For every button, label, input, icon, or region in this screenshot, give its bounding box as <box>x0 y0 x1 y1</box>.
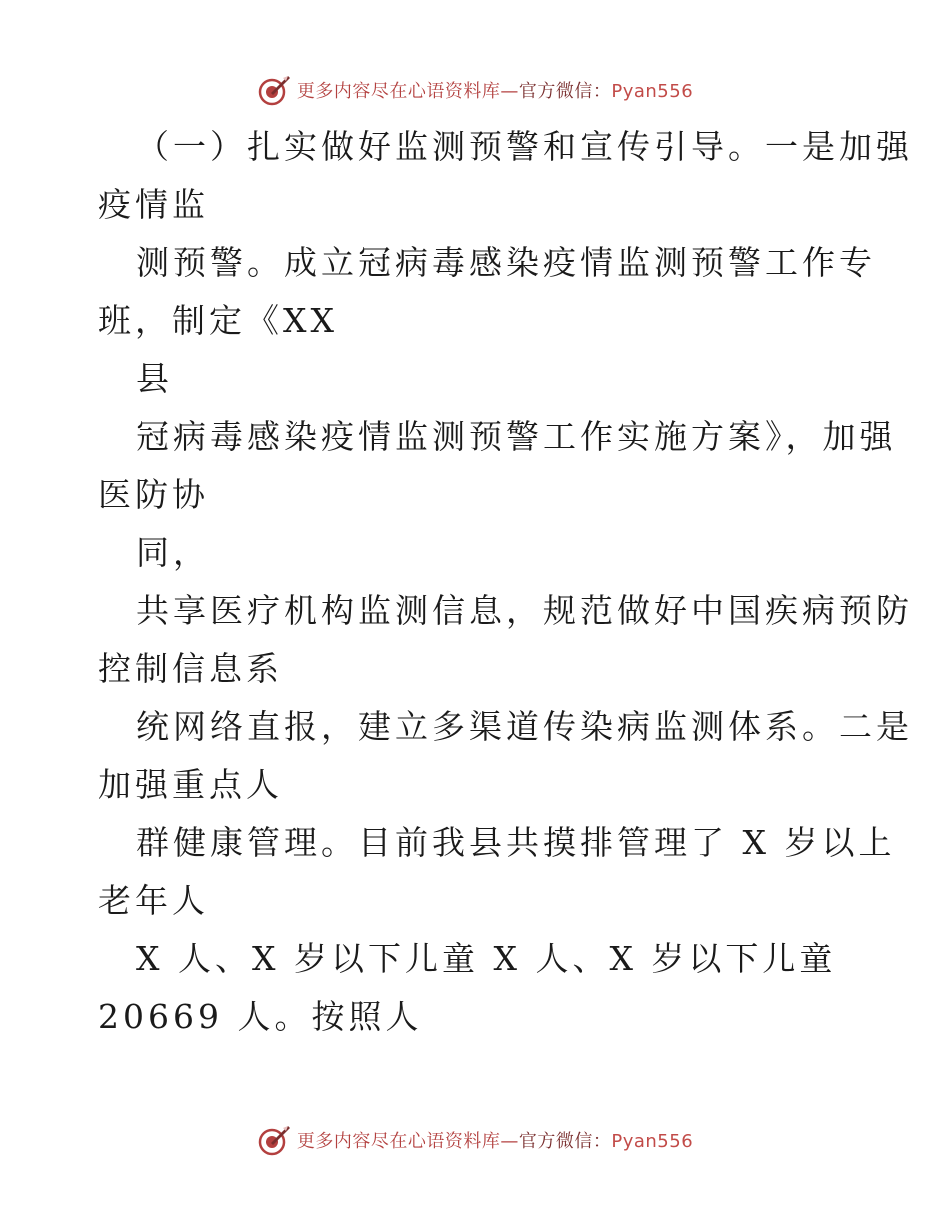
banner-wechat-label: 官方微信： <box>518 81 612 102</box>
text-line: 班，制定《XX <box>98 301 338 340</box>
banner-wechat-id: Pyan556 <box>611 1131 694 1152</box>
text-line: 县 <box>136 359 173 398</box>
quill-pen-logo-icon <box>257 1123 291 1157</box>
footer-banner <box>0 1120 950 1160</box>
text-line: 测预警。成立冠病毒感染疫情监测预警工作专 <box>136 243 876 282</box>
text-line: 20669 人。按照人 <box>98 997 423 1036</box>
banner-site-name: 更多内容尽在心语资料库 <box>296 81 501 102</box>
text-line: 控制信息系 <box>98 649 283 688</box>
header-banner <box>0 70 950 110</box>
text-line: X 人、X 岁以下儿童 X 人、X 岁以下儿童 <box>136 939 837 978</box>
text-line: 冠病毒感染疫情监测预警工作实施方案》，加强 <box>136 417 897 456</box>
banner-site-name: 更多内容尽在心语资料库 <box>296 1131 501 1152</box>
text-line: 统网络直报，建立多渠道传染病监测体系。二是 <box>136 707 913 746</box>
text-line: 同， <box>136 533 210 572</box>
banner-dash: — <box>500 81 519 102</box>
text-line: （一）扎实做好监测预警和宣传引导。一是加强 <box>136 127 913 166</box>
text-line: 加强重点人 <box>98 765 283 804</box>
banner-text <box>297 77 693 103</box>
banner-wechat-label: 官方微信： <box>518 1131 612 1152</box>
text-line: 医防协 <box>98 475 209 514</box>
text-line: 老年人 <box>98 881 209 920</box>
text-line: 群健康管理。目前我县共摸排管理了 X 岁以上 <box>136 823 896 862</box>
banner-text <box>297 1127 693 1153</box>
banner-dash: — <box>500 1131 519 1152</box>
banner-wechat-id: Pyan556 <box>611 81 694 102</box>
quill-pen-logo-icon <box>257 73 291 107</box>
text-line: 共享医疗机构监测信息，规范做好中国疾病预防 <box>136 591 913 630</box>
text-line: 疫情监 <box>98 185 209 224</box>
